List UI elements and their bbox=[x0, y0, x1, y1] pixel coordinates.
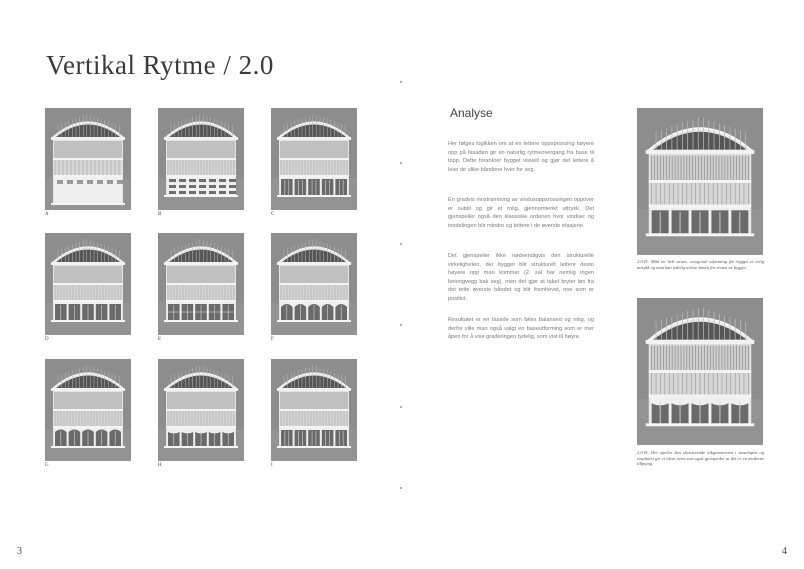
figure-photo-d bbox=[637, 108, 763, 255]
gutter-dot bbox=[400, 243, 402, 245]
model-photo-d bbox=[45, 233, 131, 335]
model-photo-b bbox=[158, 108, 244, 210]
figure-caption-h: 2.0-H: Her speiles den eksisterende takgeometrien i staselapen og resultatet gir et litem twist som også gjenspeiler at det er en moderne tilføying. bbox=[637, 450, 764, 467]
model-label: F bbox=[271, 337, 274, 342]
gutter-dot bbox=[400, 81, 402, 83]
gutter-dot bbox=[400, 162, 402, 164]
model-label: C bbox=[271, 212, 275, 217]
model-label: I bbox=[271, 463, 273, 468]
model-photo-i bbox=[271, 359, 357, 461]
model-photo-h bbox=[158, 359, 244, 461]
analysis-paragraph-4: Resultatet er en fasade som føles balansert og rolig, og derfor ville man også valgt en baseutforming som er mer åpen for å vise graderingen tydelig, som vist til høyre. bbox=[448, 317, 594, 341]
analysis-paragraph-1: Her følges logikken om at en tettere oppsprossing høyere opp på fasaden gir en naturlig rytmeovergang fra base til topp. Dette forankrer bygget visuelt og gjør det lettere å lese de ulike båndene hver for seg. bbox=[448, 141, 594, 173]
model-photo-e bbox=[158, 233, 244, 335]
model-photo-g bbox=[45, 359, 131, 461]
model-photo-f bbox=[271, 233, 357, 335]
model-photo-c bbox=[271, 108, 357, 210]
model-label: G bbox=[45, 463, 49, 468]
section-heading: Analyse bbox=[450, 106, 493, 120]
analysis-paragraph-3: Det gjenspeiler ikke nødvendigvis den strukturelle virkeligheten, der bygget blir strukturelt lettere desto høyere opp man kommer (2. sal har nemlig ingen betongvegg bak seg), men det gjør at taket bryter løs fra det tette øverste båndet og blir fremhevet, noe som er positivt. bbox=[448, 253, 594, 302]
model-photo-a bbox=[45, 108, 131, 210]
page-title: Vertikal Rytme / 2.0 bbox=[46, 50, 274, 80]
page-number-right: 4 bbox=[782, 546, 787, 557]
model-label: B bbox=[158, 212, 162, 217]
gutter-dot bbox=[400, 487, 402, 489]
gutter-dot bbox=[400, 324, 402, 326]
model-label: H bbox=[158, 463, 162, 468]
page-number-left: 3 bbox=[17, 546, 22, 557]
gutter-dot bbox=[400, 406, 402, 408]
analysis-paragraph-2: En gradvis innstramming av vindusoppsrossingen oppover er subtil og gir et rolig, gjennomtenkt uttrykk. Det gjenspeiler også den klassiske ordenen hvor vinduer og inndelingen blir mindre og tettere i de øverste etasjene. bbox=[448, 197, 594, 229]
model-label: E bbox=[158, 337, 162, 342]
model-label: D bbox=[45, 337, 49, 342]
figure-photo-h bbox=[637, 298, 763, 445]
figure-caption-d: 2.0-D: Mild en helt stram, ortogonal utforming får bygget et rolig uttrykk og man kan tydelig avlese basen fra resten av bygget. bbox=[637, 259, 764, 270]
model-label: A bbox=[45, 212, 49, 217]
